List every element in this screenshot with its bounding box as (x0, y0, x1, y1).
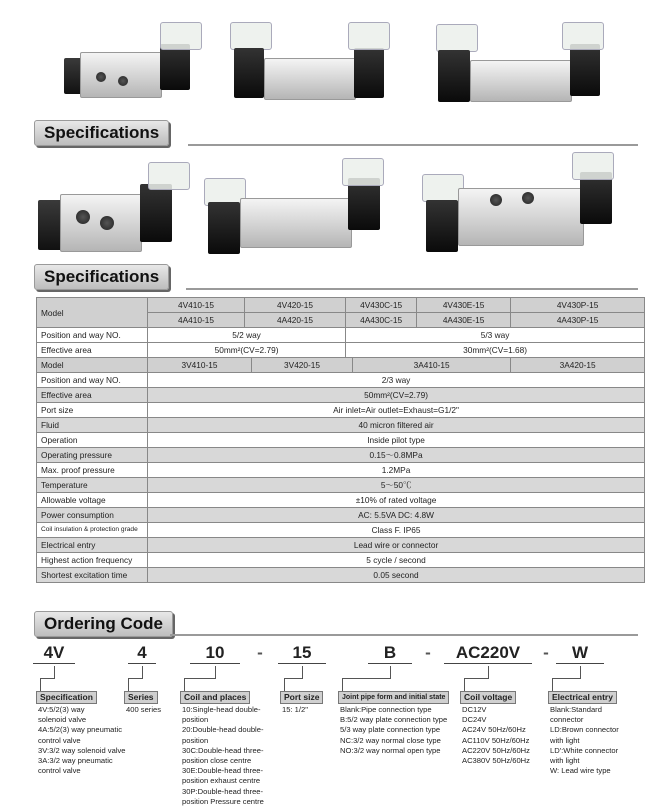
connector-line (342, 678, 391, 679)
description-line: position Pressure centre (182, 796, 264, 806)
code-underline (444, 663, 532, 664)
ordering-code-heading: Ordering Code (34, 611, 173, 637)
description-line: position close centre (182, 756, 252, 766)
row-value: 50mm²(CV=2.79) (148, 388, 645, 403)
description-line: DC24V (462, 715, 487, 725)
row-value: AC: 5.5VA DC: 4.8W (148, 508, 645, 523)
description-line: control valve (38, 766, 81, 776)
description-line: 4A:5/2(3) way pneumatic (38, 725, 122, 735)
description-line: 30C:Double-head three- (182, 745, 264, 755)
row-value: Lead wire or connector (148, 538, 645, 553)
table-row (37, 508, 645, 523)
connector-line (488, 666, 489, 678)
valve-photo-plate-type (420, 152, 620, 257)
code-underline (278, 663, 326, 664)
valve-photo-double-head (222, 22, 392, 107)
heading-rule (188, 144, 638, 146)
connector-line (464, 678, 489, 679)
row-label: Coil insulation & protection grade (37, 523, 148, 538)
heading-rule (170, 634, 638, 636)
code-separator: - (543, 643, 549, 662)
ordering-group-tag: Specification (36, 691, 97, 704)
model-cell: 3V410-15 (148, 358, 252, 373)
table-row (37, 373, 645, 388)
row-value: 5/2 way (148, 328, 346, 343)
connector-line (390, 666, 391, 678)
table-row (37, 463, 645, 478)
description-line: NC:3/2 way normal close type (340, 735, 441, 745)
ordering-group-tag: Electrical entry (548, 691, 617, 704)
connector-line (284, 678, 303, 679)
row-value: Inside pilot type (148, 433, 645, 448)
description-line: DC12V (462, 705, 487, 714)
code-underline (368, 663, 412, 664)
ordering-group-tag: Series (124, 691, 158, 704)
model-cell: 4A420-15 (245, 313, 346, 328)
row-value: 2/3 way (148, 373, 645, 388)
description-line: position (182, 735, 209, 745)
model-label: Model (37, 298, 148, 328)
description-line: with light (550, 756, 580, 766)
connector-line (215, 666, 216, 678)
row-label: Fluid (37, 418, 148, 433)
ordering-group-description (282, 705, 308, 715)
model-cell: 3A420-15 (511, 358, 645, 373)
connector-line (40, 678, 55, 679)
row-value: 5～50℃ (148, 478, 645, 493)
specifications-table (36, 297, 645, 583)
connector-line (284, 678, 285, 691)
table-row (37, 523, 645, 538)
row-value: ±10% of rated voltage (148, 493, 645, 508)
connector-line (128, 678, 129, 691)
description-line: B:5/2 way plate connection type (340, 715, 448, 725)
code-segment: 10 (205, 643, 225, 662)
table-row (37, 328, 645, 343)
description-line: solenoid valve (38, 715, 87, 725)
row-value: Class F. IP65 (148, 523, 645, 538)
model-cell: 4A430P-15 (511, 313, 645, 328)
model-cell: 4V410-15 (148, 298, 245, 313)
description-line: NO:3/2 way normal open type (340, 745, 441, 755)
row-label: Shortest excitation time (37, 568, 148, 583)
description-line: 10:Single-head double- (182, 705, 261, 714)
description-line: control valve (38, 735, 81, 745)
connector-line (302, 666, 303, 678)
row-value: 0.15～0.8MPa (148, 448, 645, 463)
row-value: Air inlet=Air outlet=Exhaust=G1/2" (148, 403, 645, 418)
row-label: Position and way NO. (37, 373, 148, 388)
model-label: Model (37, 358, 148, 373)
model-cell: 3V420-15 (252, 358, 353, 373)
code-segment: B (383, 643, 397, 662)
model-cell: 4A430E-15 (417, 313, 511, 328)
connector-line (128, 678, 143, 679)
connector-line (142, 666, 143, 678)
code-underline (33, 663, 75, 664)
code-segment: 4V (43, 643, 65, 662)
connector-line (184, 678, 185, 691)
row-label: Position and way NO. (37, 328, 148, 343)
connector-line (342, 678, 343, 691)
description-line: LD:Brown connector (550, 725, 619, 735)
table-row (37, 448, 645, 463)
row-label: Max. proof pressure (37, 463, 148, 478)
code-underline (190, 663, 240, 664)
code-segment: 4 (137, 643, 147, 662)
connector-line (184, 678, 216, 679)
row-value: 30mm²(CV=1.68) (346, 343, 645, 358)
code-separator: - (425, 643, 431, 662)
description-line: connector (550, 715, 584, 725)
code-segment: W (571, 643, 589, 662)
row-label: Effective area (37, 343, 148, 358)
table-row (37, 538, 645, 553)
ordering-group-description (550, 705, 619, 776)
table-row (37, 433, 645, 448)
row-label: Port size (37, 403, 148, 418)
model-cell: 4V430C-15 (346, 298, 417, 313)
specifications-heading-2: Specifications (34, 264, 169, 290)
description-line: LD':White connector (550, 745, 619, 755)
description-line: W: Lead wire type (550, 766, 611, 776)
row-value: 0.05 second (148, 568, 645, 583)
valve-photo-double-head-side (198, 158, 388, 258)
row-value: 50mm²(CV=2.79) (148, 343, 346, 358)
model-cell: 4V420-15 (245, 298, 346, 313)
description-line: 4V:5/2(3) way (38, 705, 85, 714)
ordering-group-tag: Joint pipe form and initial state (338, 691, 449, 704)
description-line: position (182, 715, 209, 725)
table-row (37, 298, 645, 313)
heading-rule (186, 288, 638, 290)
ordering-group-description (182, 705, 264, 807)
description-line: position exhaust centre (182, 776, 261, 786)
ordering-group-description (38, 705, 126, 776)
valve-photo-single-head-side (38, 160, 188, 260)
ordering-group-description (340, 705, 447, 756)
description-line: 3A:3/2 way pneumatic (38, 756, 113, 766)
description-line: Blank:Standard (550, 705, 602, 714)
connector-line (552, 678, 553, 691)
ordering-group-tag: Coil voltage (460, 691, 516, 704)
description-line: 400 series (126, 705, 162, 714)
description-line: 20:Double-head double- (182, 725, 264, 735)
code-underline (556, 663, 604, 664)
row-value: 5/3 way (346, 328, 645, 343)
row-label: Temperature (37, 478, 148, 493)
table-row (37, 358, 645, 373)
row-label: Allowable voltage (37, 493, 148, 508)
description-line: 30P:Double-head three- (182, 786, 264, 796)
table-row (37, 403, 645, 418)
table-row (37, 493, 645, 508)
connector-line (40, 678, 41, 691)
connector-line (552, 678, 581, 679)
description-line: AC220V 50Hz/60Hz (462, 745, 530, 755)
row-value: 40 micron filtered air (148, 418, 645, 433)
table-row (37, 388, 645, 403)
connector-line (580, 666, 581, 678)
row-label: Electrical entry (37, 538, 148, 553)
model-cell: 4V430E-15 (417, 298, 511, 313)
description-line: AC110V 50Hz/60Hz (462, 735, 530, 745)
row-label: Operating pressure (37, 448, 148, 463)
table-row (37, 343, 645, 358)
description-line: 30E:Double-head three- (182, 766, 264, 776)
model-cell: 4A430C-15 (346, 313, 417, 328)
code-underline (128, 663, 156, 664)
ordering-group-tag: Port size (280, 691, 323, 704)
table-row (37, 553, 645, 568)
model-cell: 4A410-15 (148, 313, 245, 328)
valve-photo-single-head (62, 14, 192, 104)
description-line: 3V:3/2 way solenoid valve (38, 745, 126, 755)
description-line: Blank:Pipe connection type (340, 705, 432, 714)
code-separator: - (257, 643, 263, 662)
row-label: Operation (37, 433, 148, 448)
specifications-heading-1: Specifications (34, 120, 169, 146)
row-value: 5 cycle / second (148, 553, 645, 568)
ordering-group-description (462, 705, 530, 766)
valve-photo-double-head-large (430, 20, 610, 105)
code-segment: 15 (292, 643, 312, 662)
description-line: AC24V 50Hz/60Hz (462, 725, 526, 735)
connector-line (54, 666, 55, 678)
table-row (37, 418, 645, 433)
row-label: Effective area (37, 388, 148, 403)
row-value: 1.2MPa (148, 463, 645, 478)
model-cell: 4V430P-15 (511, 298, 645, 313)
description-line: with light (550, 735, 580, 745)
row-label: Highest action frequency (37, 553, 148, 568)
description-line: 15: 1/2" (282, 705, 308, 714)
code-segment: AC220V (455, 643, 521, 662)
ordering-group-description (126, 705, 161, 715)
row-label: Power consumption (37, 508, 148, 523)
table-row (37, 478, 645, 493)
ordering-group-tag: Coil and places (180, 691, 250, 704)
description-line: AC380V 50Hz/60Hz (462, 756, 530, 766)
description-line: 5/3 way plate connection type (340, 725, 441, 735)
connector-line (464, 678, 465, 691)
table-row (37, 568, 645, 583)
model-cell: 3A410-15 (353, 358, 511, 373)
